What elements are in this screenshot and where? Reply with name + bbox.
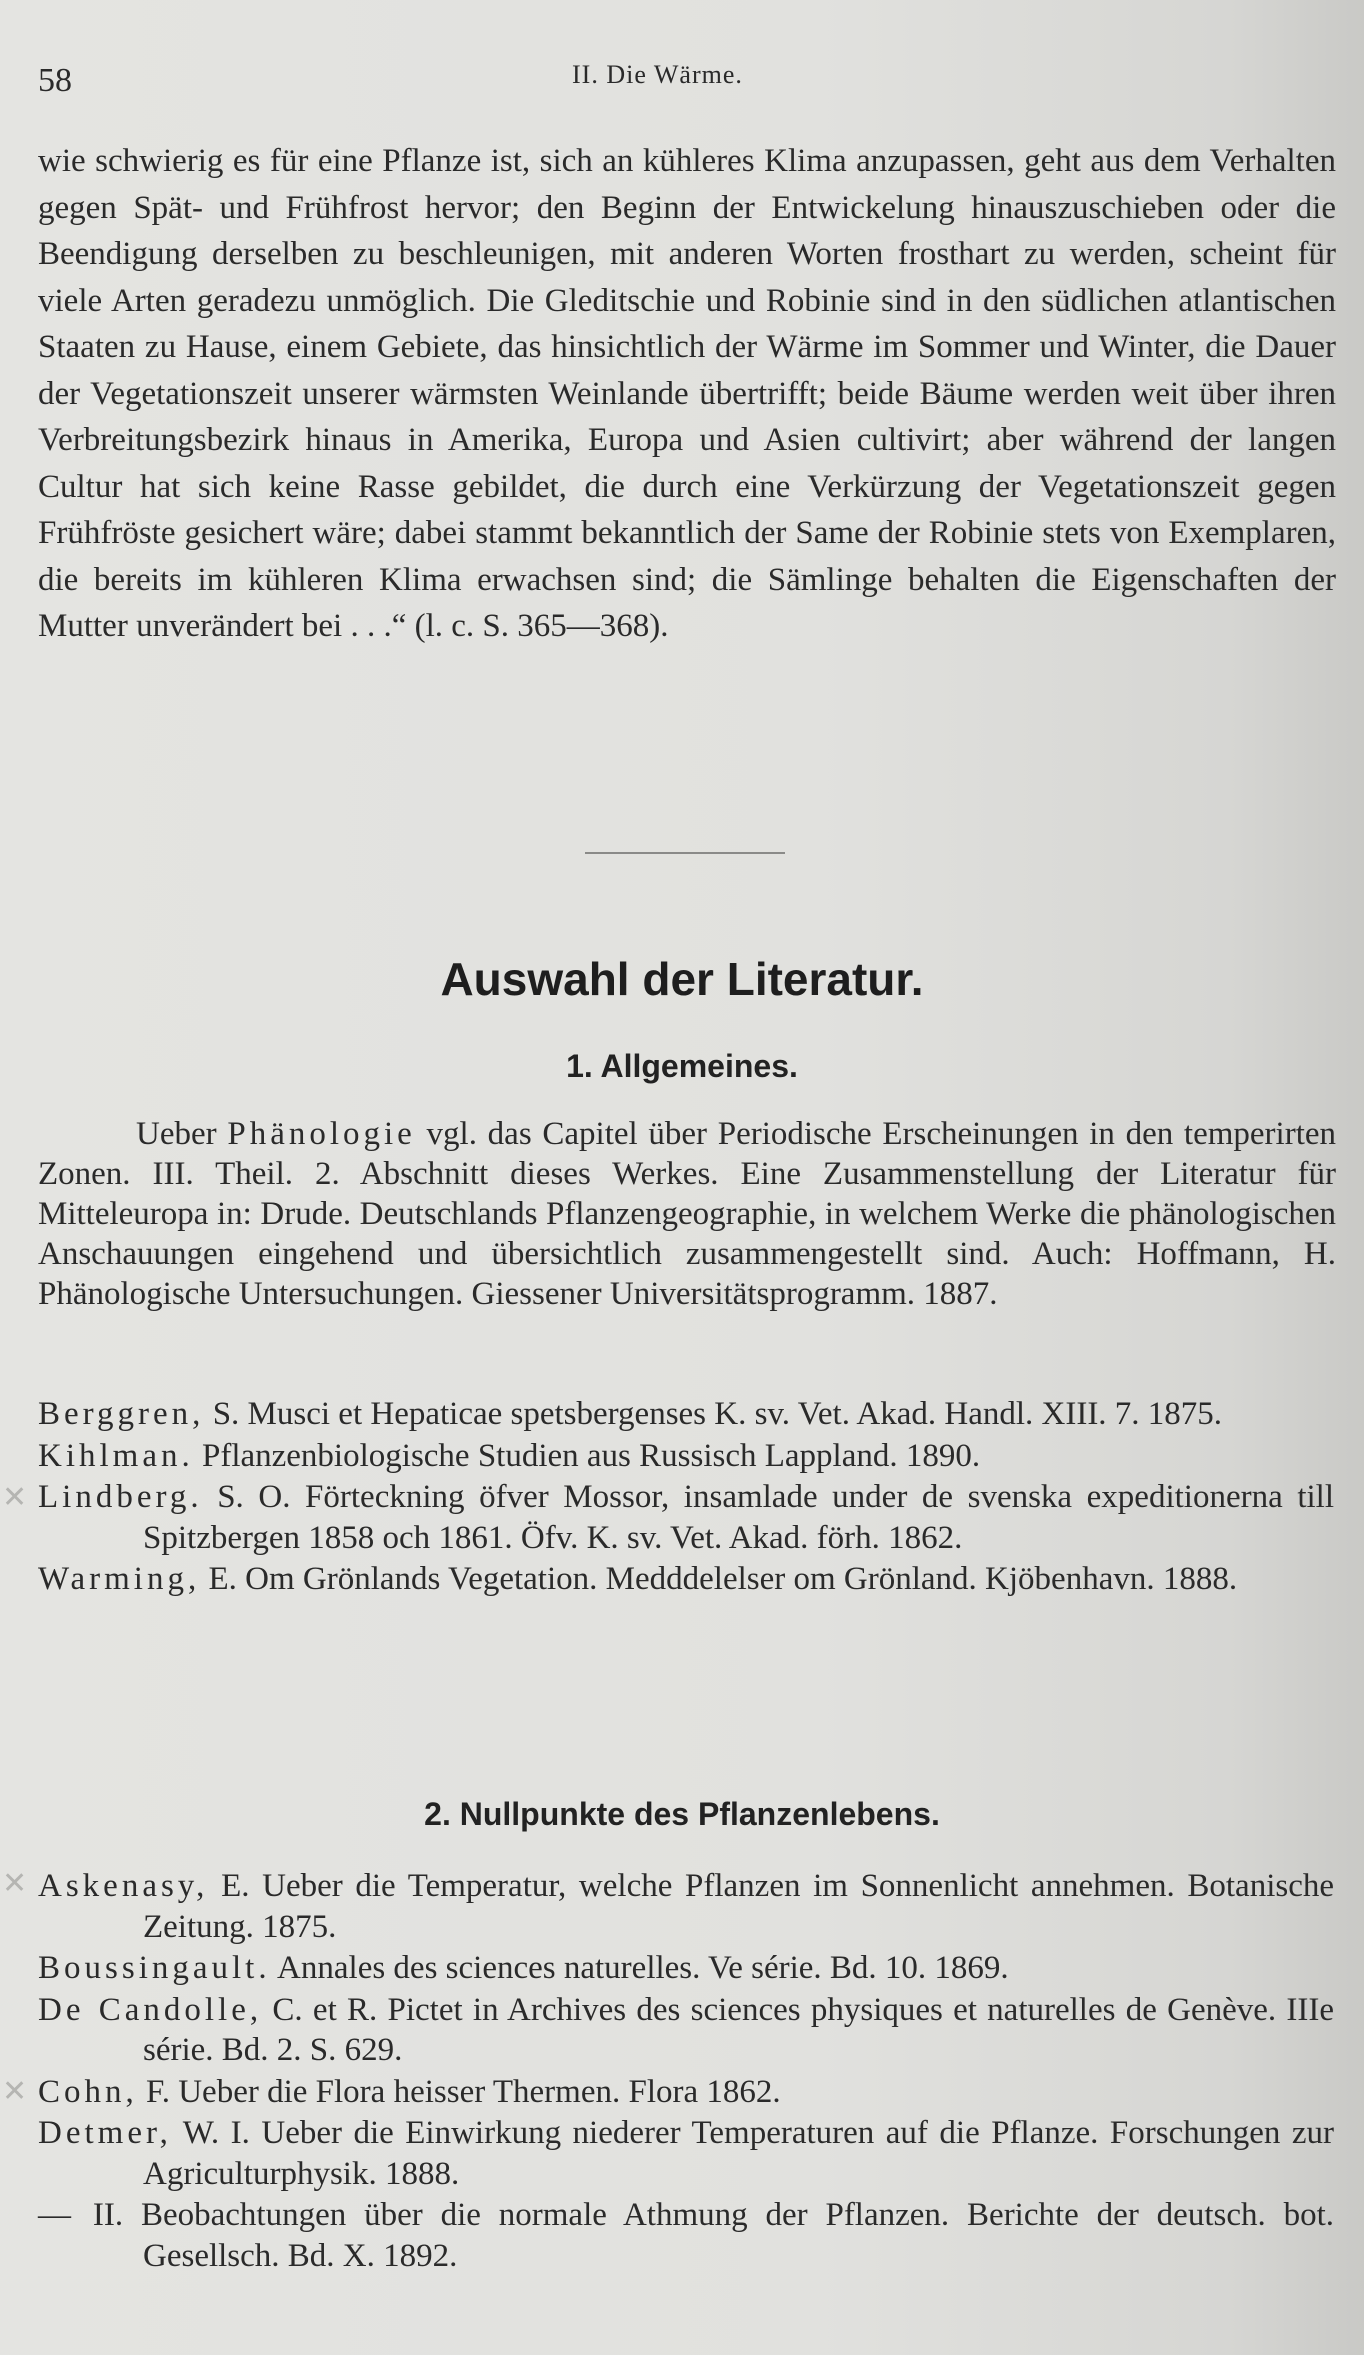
reference-author: Detmer, <box>38 2115 172 2151</box>
reference-entry <box>38 1559 1334 1600</box>
reference-text: E. Om Grönlands Vegetation. Medddelelser om Grönland. Kjöbenhavn. 1888. <box>208 1561 1238 1597</box>
reference-text: Annales des sciences naturelles. Ve série. Bd. 10. 1869. <box>277 1950 1009 1986</box>
reference-author: Boussingault. <box>38 1950 271 1986</box>
reference-entry <box>38 1394 1334 1435</box>
reference-author: Warming, <box>38 1561 201 1597</box>
reference-text: S. Musci et Hepaticae spetsbergenses K. sv. Vet. Akad. Handl. XIII. 7. 1875. <box>212 1396 1223 1432</box>
reference-author: Askenasy, <box>38 1868 209 1904</box>
reference-entry <box>38 2072 1334 2113</box>
reference-author: — <box>38 2197 75 2233</box>
reference-text: F. Ueber die Flora heisser Thermen. Flora 1862. <box>146 2073 781 2110</box>
pencil-mark-icon: ✕ <box>2 2074 28 2109</box>
pencil-mark-icon: ✕ <box>2 1866 28 1901</box>
reference-entry <box>38 1948 1334 1989</box>
reference-text: C. et R. Pictet in Archives des sciences physiques et naturelles de Genève. IIIe série. Bd. 2. S. 629. <box>143 1991 1335 2068</box>
pencil-mark-icon: ✕ <box>2 1480 28 1515</box>
reference-author: Berggren, <box>38 1396 205 1432</box>
literature-heading: Auswahl der Literatur. <box>440 953 924 1005</box>
reference-text: E. Ueber die Temperatur, welche Pflanzen im Sonnenlicht annehmen. Botanische Zeitung. 1875. <box>143 1868 1335 1945</box>
page-number: 58 <box>38 62 72 99</box>
reference-entry <box>38 1477 1334 1558</box>
reference-author: Cohn, <box>38 2073 138 2110</box>
allgemeines-intro <box>38 1114 1336 1314</box>
reference-author: Lindberg. <box>38 1479 203 1515</box>
reference-entry <box>38 2195 1334 2276</box>
reference-author: De Candolle, <box>38 1991 263 2028</box>
section-divider <box>585 852 785 854</box>
body-paragraph: wie schwierig es für eine Pflanze ist, sich an kühleres Klima anzupassen, geht aus dem Verhalten gegen Spät- und Frühfrost hervor; den Beginn der Entwickelung hinauszuschieben oder die Beendigung derselben zu beschleunigen, mit anderen Worten frosthart zu werden, scheint für viele Arten geradezu unmöglich. Die Gleditschie und Robinie sind in den südlichen atlantischen Staaten zu Hause, einem Gebiete, das hinsichtlich der Wärme im Sommer und Winter, die Dauer der Vegetationszeit unserer wärmsten Weinlande übertrifft; beide Bäume werden weit über ihren Verbreitungsbezirk hinaus in Amerika, Europa und Asien cultivirt; aber während der langen Cultur hat sich keine Rasse gebildet, die durch eine Verkürzung der Vegetationszeit gegen Frühfröste gesichert wäre; dabei stammt bekanntlich der Same der Robinie stets von Exemplaren, die bereits im kühleren Klima erwachsen sind; die Sämlinge behalten die Eigenschaften der Mutter unverändert bei . . .“ (l. c. S. 365—368). <box>38 143 1336 644</box>
running-head: II. Die Wärme. <box>572 60 743 89</box>
references-nullpunkte <box>38 1866 1334 2277</box>
intro-lead: Ueber <box>136 1116 217 1152</box>
section-heading-allgemeines: 1. Allgemeines. <box>566 1048 798 1084</box>
references-allgemeines <box>38 1394 1334 1601</box>
reference-text: Pflanzenbiologische Studien aus Russisch Lappland. 1890. <box>201 1437 981 1474</box>
reference-author: Kihlman. <box>38 1437 194 1474</box>
reference-entry <box>38 1866 1334 1947</box>
reference-entry <box>38 1436 1334 1477</box>
section-heading-nullpunkte: 2. Nullpunkte des Pflanzenlebens. <box>424 1796 940 1832</box>
reference-entry <box>38 2113 1334 2194</box>
reference-text: II. Beobachtungen über die normale Athmung der Pflanzen. Berichte der deutsch. bot. Gesellsch. Bd. X. 1892. <box>92 2197 1335 2274</box>
reference-text: W. I. Ueber die Einwirkung niederer Temperaturen auf die Pflanze. Forschungen zur Agriculturphysik. 1888. <box>143 2115 1334 2192</box>
reference-text: S. O. Förteckning öfver Mossor, insamlade under de svenska expeditionerna till Spitzbergen 1858 och 1861. Öfv. K. sv. Vet. Akad. förh. 1862. <box>143 1479 1334 1556</box>
reference-entry <box>38 1990 1334 2071</box>
intro-term: Phänologie <box>227 1116 416 1152</box>
intro-rest: vgl. das Capitel über Periodische Erscheinungen in den temperirten Zonen. III. Theil. 2. Abschnitt dieses Werkes. Eine Zusammenstellung der Literatur für Mitteleuropa in: Drude. Deutschlands Pflanzengeographie, in welchem Werke die phänologischen Anschauungen eingehend und übersichtlich zusammengestellt sind. Auch: Hoffmann, H. Phänologische Untersuchungen. Giessener Universitätsprogramm. 1887. <box>38 1116 1337 1312</box>
